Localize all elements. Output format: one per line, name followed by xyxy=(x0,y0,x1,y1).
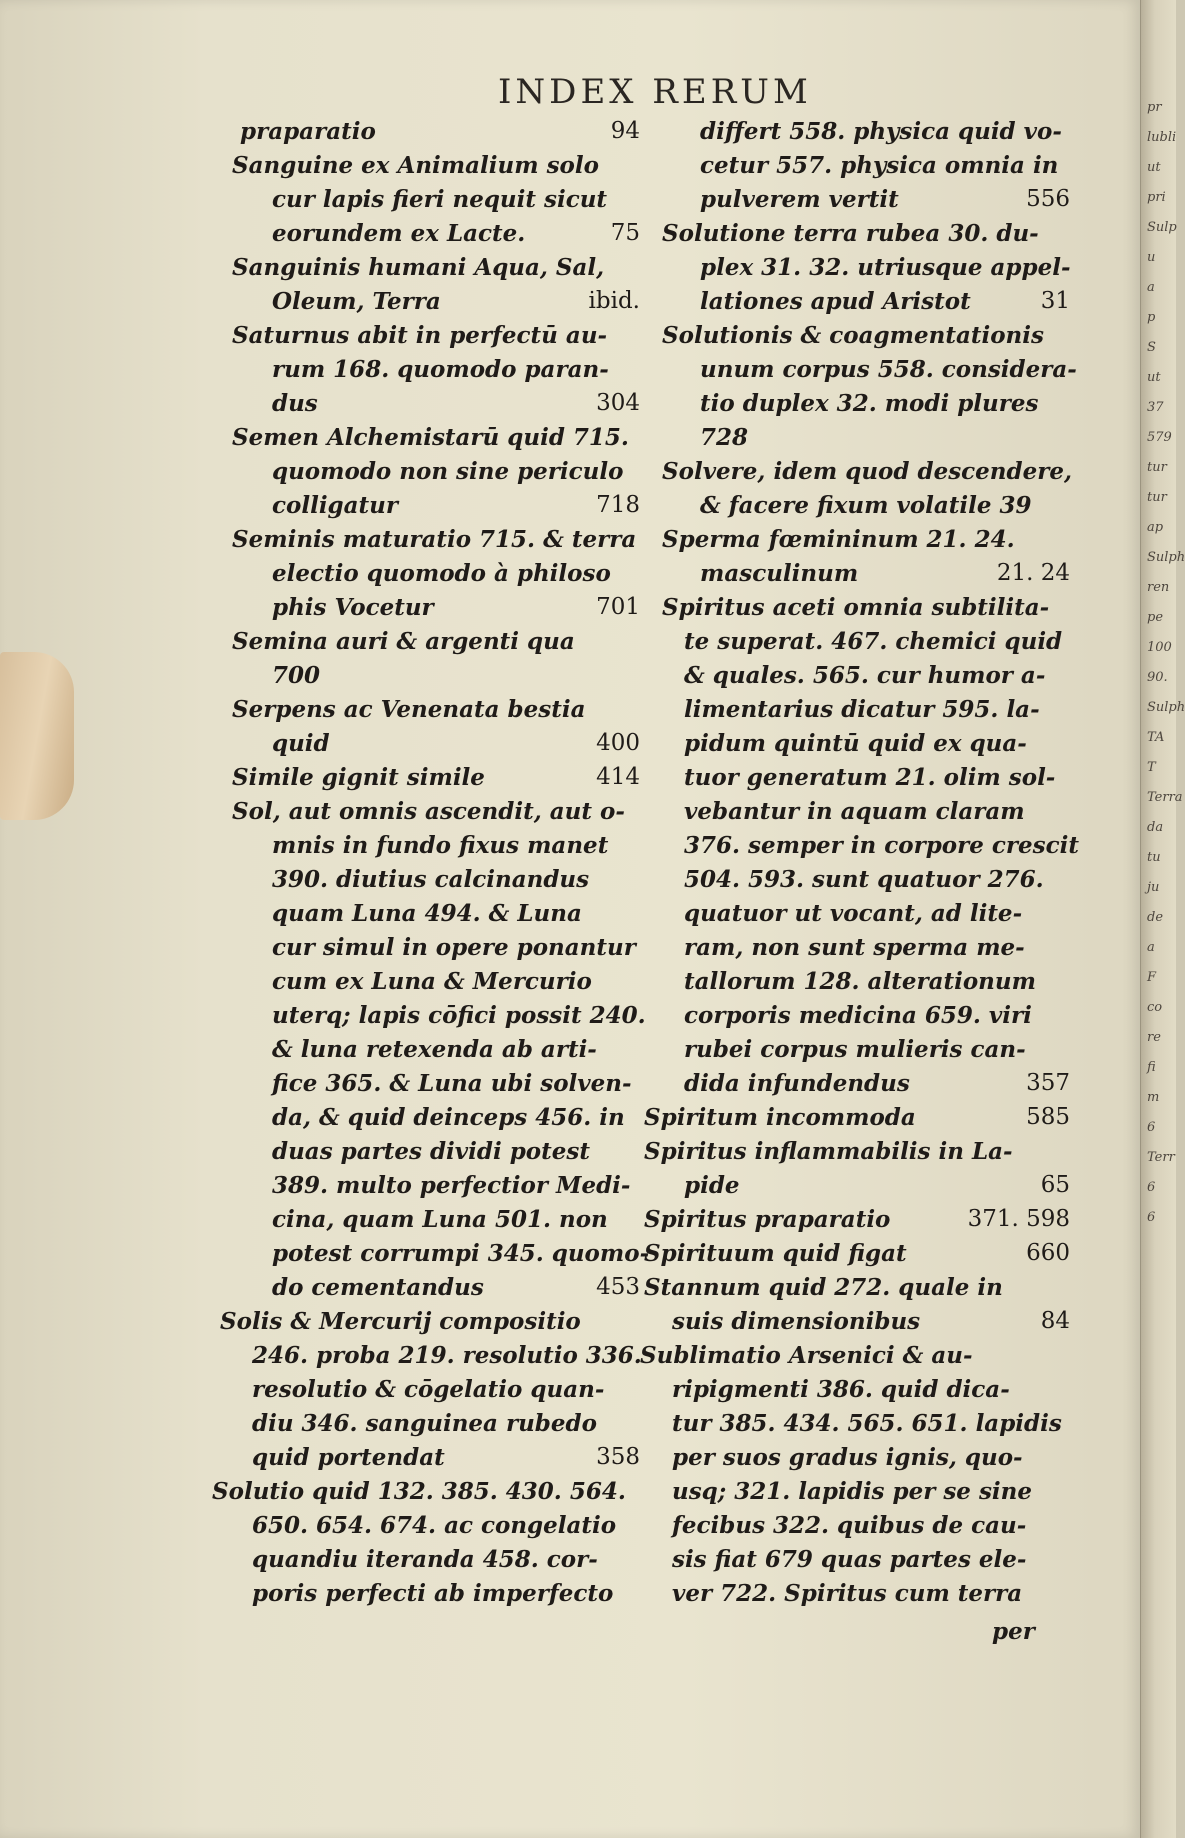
adjacent-page-fragment: Terra xyxy=(1147,790,1183,805)
index-entry-line xyxy=(272,730,330,757)
index-entry-text: Sperma fœmininum 21. 24. xyxy=(662,526,1015,553)
index-entry-text: Spiritus praparatio xyxy=(644,1206,891,1233)
index-entry-line xyxy=(272,356,609,383)
page-reference: 94 xyxy=(610,118,640,144)
index-entry-text: limentarius dicatur 595. la- xyxy=(684,696,1040,723)
index-entry-line xyxy=(272,288,441,315)
index-entry-line xyxy=(684,696,1040,723)
index-entry-line xyxy=(232,696,585,723)
adjacent-page-fragment: 37 xyxy=(1147,400,1164,415)
index-entry-text: Semen Alchemistarū quid 715. xyxy=(232,424,629,451)
index-entry-line xyxy=(640,1342,973,1369)
index-entry-line xyxy=(644,1240,907,1267)
index-entry-text: uterq; lapis cōfici possit 240. xyxy=(272,1002,646,1029)
adjacent-page-fragment: ren xyxy=(1147,580,1170,595)
page-reference: 585 xyxy=(1026,1104,1070,1130)
adjacent-page-fragment: re xyxy=(1147,1030,1161,1045)
index-entry-text: quid portendat xyxy=(252,1444,445,1471)
index-entry-line xyxy=(992,1618,1035,1645)
index-entry-line xyxy=(272,1240,649,1267)
index-entry-line xyxy=(232,152,599,179)
index-entry-text: Solvere, idem quod descendere, xyxy=(662,458,1072,485)
index-entry-line xyxy=(672,1308,920,1335)
index-entry-line xyxy=(672,1546,1026,1573)
adjacent-page-fragment: pri xyxy=(1147,190,1166,205)
page-reference: 400 xyxy=(596,730,640,756)
index-entry-line xyxy=(272,1274,484,1301)
index-entry-line xyxy=(662,526,1015,553)
index-entry-text: unum corpus 558. considera- xyxy=(700,356,1077,383)
index-entry-text: differt 558. physica quid vo- xyxy=(700,118,1062,145)
adjacent-page-fragment: ap xyxy=(1147,520,1164,535)
index-entry-text: dus xyxy=(272,390,318,417)
index-entry-text: poris perfecti ab imperfecto xyxy=(252,1580,614,1607)
page-reference: 358 xyxy=(596,1444,640,1470)
index-entry-line xyxy=(672,1580,1022,1607)
index-entry-line xyxy=(272,832,608,859)
index-entry-line xyxy=(272,390,318,417)
index-entry-line xyxy=(684,866,1044,893)
adjacent-page-fragment: Sulph xyxy=(1147,550,1185,565)
index-entry-line xyxy=(662,594,1049,621)
index-entry-text: 390. diutius calcinandus xyxy=(272,866,590,893)
index-entry-line xyxy=(272,220,525,247)
index-entry-line xyxy=(684,1070,910,1097)
running-head: INDEX RERUM xyxy=(498,72,812,112)
index-entry-text: tur 385. 434. 565. 651. lapidis xyxy=(672,1410,1062,1437)
adjacent-page-fragment: Sulp xyxy=(1147,220,1177,235)
index-entry-line xyxy=(700,186,899,213)
index-entry-text: sis fiat 679 quas partes ele- xyxy=(672,1546,1027,1573)
page-reference: 84 xyxy=(1040,1308,1070,1334)
index-entry-line xyxy=(272,492,398,519)
adjacent-page-fragment: ut xyxy=(1147,370,1161,385)
index-entry-line xyxy=(700,424,748,451)
index-entry-line xyxy=(684,934,1025,961)
index-entry-line xyxy=(232,424,629,451)
adjacent-page-fragment: fi xyxy=(1147,1060,1156,1075)
index-entry-line xyxy=(252,1580,613,1607)
index-entry-text: diu 346. sanguinea rubedo xyxy=(252,1410,597,1437)
index-entry-text: praparatio xyxy=(240,118,376,145)
index-entry-text: Solutione terra rubea 30. du- xyxy=(662,220,1039,247)
adjacent-page-fragment: tur xyxy=(1147,490,1167,505)
index-entry-text: 376. semper in corpore crescit xyxy=(684,832,1079,859)
index-entry-line xyxy=(684,628,1062,655)
adjacent-page-fragment: 6 xyxy=(1147,1120,1156,1135)
index-entry-text: 504. 593. sunt quatuor 276. xyxy=(684,866,1044,893)
page-reference: 304 xyxy=(596,390,640,416)
index-entry-line xyxy=(700,288,971,315)
index-entry-line xyxy=(272,968,592,995)
index-entry-text: quatuor ut vocant, ad lite- xyxy=(684,900,1023,927)
index-entry-line xyxy=(232,798,625,825)
adjacent-page-fragment: TA xyxy=(1147,730,1165,745)
index-entry-text: Simile gignit simile xyxy=(232,764,485,791)
index-entry-line xyxy=(684,900,1022,927)
index-entry-text: da, & quid deinceps 456. in xyxy=(272,1104,625,1131)
index-entry-text: usq; 321. lapidis per se sine xyxy=(672,1478,1032,1505)
page-reference: 701 xyxy=(596,594,640,620)
index-entry-line xyxy=(232,628,575,655)
index-entry-text: quandiu iteranda 458. cor- xyxy=(252,1546,598,1573)
page-reference: 65 xyxy=(1040,1172,1070,1198)
index-entry-text: tuor generatum 21. olim sol- xyxy=(684,764,1056,791)
index-entry-text: cur lapis fieri nequit sicut xyxy=(272,186,608,213)
index-entry-text: Sublimatio Arsenici & au- xyxy=(640,1342,973,1369)
index-entry-line xyxy=(272,458,623,485)
index-entry-line xyxy=(272,934,636,961)
adjacent-page-fragment: a xyxy=(1147,940,1155,955)
adjacent-page-edge xyxy=(1140,0,1185,1838)
index-entry-text: Sanguine ex Animalium solo xyxy=(232,152,599,179)
index-entry-line xyxy=(700,492,1032,519)
index-entry-line xyxy=(672,1444,1023,1471)
index-entry-line xyxy=(644,1104,916,1131)
index-entry-text: Spiritum incommoda xyxy=(644,1104,916,1131)
page-reference: 556 xyxy=(1026,186,1070,212)
index-entry-text: tio duplex 32. modi plures xyxy=(700,390,1039,417)
index-entry-line xyxy=(232,526,636,553)
index-entry-line xyxy=(252,1444,445,1471)
index-entry-text: ver 722. Spiritus cum terra xyxy=(672,1580,1023,1607)
index-entry-text: & quales. 565. cur humor a- xyxy=(684,662,1046,689)
index-entry-text: Semina auri & argenti qua xyxy=(232,628,575,655)
index-entry-text: Solutio quid 132. 385. 430. 564. xyxy=(212,1478,626,1505)
index-entry-text: 650. 654. 674. ac congelatio xyxy=(252,1512,617,1539)
adjacent-page-fragment: Sulph xyxy=(1147,700,1185,715)
index-entry-line xyxy=(272,1206,608,1233)
index-entry-line xyxy=(272,1070,632,1097)
index-entry-text: ripigmenti 386. quid dica- xyxy=(672,1376,1010,1403)
index-entry-text: Sol, aut omnis ascendit, aut o- xyxy=(232,798,625,825)
index-entry-line xyxy=(252,1512,616,1539)
adjacent-page-fragment: pe xyxy=(1147,610,1164,625)
index-entry-text: rubei corpus mulieris can- xyxy=(684,1036,1026,1063)
index-entry-line xyxy=(252,1546,598,1573)
index-entry-text: cur simul in opere ponantur xyxy=(272,934,636,961)
adjacent-page-fragment: de xyxy=(1147,910,1164,925)
index-entry-line xyxy=(644,1138,1013,1165)
index-entry-text: Stannum quid 272. quale in xyxy=(644,1274,1003,1301)
adjacent-page-fragment: 6 xyxy=(1147,1180,1156,1195)
index-entry-line xyxy=(700,152,1058,179)
adjacent-page-fragment: u xyxy=(1147,250,1156,265)
adjacent-page-fragment: tu xyxy=(1147,850,1161,865)
adjacent-page-fragment: 100 xyxy=(1147,640,1172,655)
index-entry-line xyxy=(232,764,485,791)
adjacent-page-fragment: co xyxy=(1147,1000,1163,1015)
index-entry-line xyxy=(684,1172,740,1199)
index-entry-line xyxy=(212,1478,626,1505)
index-entry-text: eorundem ex Lacte. xyxy=(272,220,526,247)
index-entry-line xyxy=(700,560,858,587)
index-entry-text: mnis in fundo fixus manet xyxy=(272,832,609,859)
index-entry-text: Solis & Mercurij compositio xyxy=(220,1308,581,1335)
index-entry-line xyxy=(672,1410,1062,1437)
index-entry-line xyxy=(644,1206,890,1233)
index-entry-line xyxy=(272,1172,630,1199)
adjacent-page-fragment: Terr xyxy=(1147,1150,1175,1165)
index-entry-line xyxy=(700,390,1038,417)
index-entry-line xyxy=(232,322,607,349)
page-reference: 718 xyxy=(596,492,640,518)
index-entry-text: colligatur xyxy=(272,492,399,519)
index-entry-line xyxy=(672,1478,1032,1505)
paper-tab-fragment xyxy=(0,652,74,820)
index-entry-line xyxy=(272,1036,597,1063)
index-entry-line xyxy=(684,764,1055,791)
adjacent-page-fragment: lubli xyxy=(1147,130,1177,145)
adjacent-page-fragment: S xyxy=(1147,340,1156,355)
adjacent-page-fragment: ju xyxy=(1147,880,1160,895)
index-entry-line xyxy=(272,866,589,893)
index-entry-text: do cementandus xyxy=(272,1274,484,1301)
index-entry-line xyxy=(272,900,582,927)
index-entry-line xyxy=(272,1002,646,1029)
index-entry-text: per xyxy=(992,1618,1035,1645)
index-entry-text: te superat. 467. chemici quid xyxy=(684,628,1063,655)
index-entry-text: lationes apud Aristot xyxy=(700,288,971,315)
adjacent-page-fragment: m xyxy=(1147,1090,1160,1105)
index-entry-line xyxy=(220,1308,581,1335)
page-reference: 357 xyxy=(1026,1070,1070,1096)
index-entry-line xyxy=(662,322,1044,349)
index-entry-text: & facere fixum volatile 39 xyxy=(700,492,1032,519)
index-entry-text: cum ex Luna & Mercurio xyxy=(272,968,592,995)
index-entry-text: ram, non sunt sperma me- xyxy=(684,934,1025,961)
index-entry-text: Solutionis & coagmentationis xyxy=(662,322,1044,349)
index-entry-line xyxy=(272,186,607,213)
index-entry-text: plex 31. 32. utriusque appel- xyxy=(700,254,1071,281)
index-entry-text: pidum quintū quid ex qua- xyxy=(684,730,1027,757)
index-entry-line xyxy=(252,1342,642,1369)
index-entry-text: quomodo non sine periculo xyxy=(272,458,624,485)
adjacent-page-fragment: da xyxy=(1147,820,1164,835)
index-entry-text: cetur 557. physica omnia in xyxy=(700,152,1059,179)
index-entry-line xyxy=(644,1274,1003,1301)
index-entry-text: masculinum xyxy=(700,560,859,587)
index-entry-line xyxy=(272,662,320,689)
index-entry-line xyxy=(662,458,1072,485)
adjacent-page-fragment: 6 xyxy=(1147,1210,1156,1225)
index-entry-text: Oleum, Terra xyxy=(272,288,441,315)
index-entry-line xyxy=(272,1138,590,1165)
index-entry-line xyxy=(672,1376,1010,1403)
index-entry-line xyxy=(662,220,1039,247)
page-reference: ibid. xyxy=(588,288,640,314)
adjacent-page-fragment: 90. xyxy=(1147,670,1168,685)
adjacent-page-fragment: p xyxy=(1147,310,1156,325)
index-entry-text: fecibus 322. quibus de cau- xyxy=(672,1512,1027,1539)
index-entry-text: Sanguinis humani Aqua, Sal, xyxy=(232,254,605,281)
index-entry-line xyxy=(240,118,376,145)
index-entry-line xyxy=(684,662,1045,689)
index-entry-text: Spiritus aceti omnia subtilita- xyxy=(662,594,1050,621)
adjacent-page-fragment: 579 xyxy=(1147,430,1172,445)
index-entry-text: pide xyxy=(684,1172,740,1199)
index-entry-text: cina, quam Luna 501. non xyxy=(272,1206,608,1233)
adjacent-page-fragment: ut xyxy=(1147,160,1161,175)
index-entry-text: 389. multo perfectior Medi- xyxy=(272,1172,631,1199)
index-entry-line xyxy=(684,1002,1032,1029)
adjacent-page-fragment: a xyxy=(1147,280,1155,295)
index-entry-text: potest corrumpi 345. quomo- xyxy=(272,1240,650,1267)
index-entry-text: quam Luna 494. & Luna xyxy=(272,900,582,927)
index-entry-line xyxy=(232,254,604,281)
index-entry-line xyxy=(684,1036,1026,1063)
index-entry-text: rum 168. quomodo paran- xyxy=(272,356,609,383)
index-entry-line xyxy=(684,968,1036,995)
page-reference: 31 xyxy=(1040,288,1070,314)
index-entry-text: 700 xyxy=(272,662,321,689)
index-entry-text: Spirituum quid figat xyxy=(644,1240,907,1267)
index-entry-text: & luna retexenda ab arti- xyxy=(272,1036,597,1063)
index-entry-text: vebantur in aquam claram xyxy=(684,798,1025,825)
index-entry-line xyxy=(684,832,1079,859)
index-entry-line xyxy=(272,1104,625,1131)
index-entry-line xyxy=(700,118,1062,145)
index-entry-line xyxy=(684,798,1025,825)
adjacent-page-fragment: F xyxy=(1147,970,1157,985)
adjacent-page-fragment: tur xyxy=(1147,460,1167,475)
index-entry-text: Spiritus inflammabilis in La- xyxy=(644,1138,1013,1165)
index-entry-line xyxy=(252,1410,597,1437)
index-entry-text: Saturnus abit in perfectū au- xyxy=(232,322,608,349)
index-entry-text: Seminis maturatio 715. & terra xyxy=(232,526,637,553)
page-reference: 371. 598 xyxy=(967,1206,1070,1232)
index-entry-line xyxy=(684,730,1027,757)
index-entry-text: 728 xyxy=(700,424,749,451)
adjacent-page-fragment: T xyxy=(1147,760,1156,775)
index-entry-text: corporis medicina 659. viri xyxy=(684,1002,1032,1029)
page-reference: 75 xyxy=(610,220,640,246)
index-entry-text: suis dimensionibus xyxy=(672,1308,921,1335)
index-entry-text: per suos gradus ignis, quo- xyxy=(672,1444,1023,1471)
index-entry-line xyxy=(700,356,1077,383)
index-entry-line xyxy=(252,1376,604,1403)
index-entry-text: quid xyxy=(272,730,330,757)
index-entry-text: fice 365. & Luna ubi solven- xyxy=(272,1070,632,1097)
adjacent-page-fragment: pr xyxy=(1147,100,1162,115)
index-entry-line xyxy=(700,254,1071,281)
page-reference: 660 xyxy=(1026,1240,1070,1266)
page-reference: 21. 24 xyxy=(996,560,1070,586)
index-entry-text: duas partes dividi potest xyxy=(272,1138,590,1165)
index-entry-text: 246. proba 219. resolutio 336. xyxy=(252,1342,642,1369)
index-entry-line xyxy=(272,594,434,621)
index-entry-text: Serpens ac Venenata bestia xyxy=(232,696,586,723)
index-entry-text: electio quomodo à philoso xyxy=(272,560,611,587)
index-entry-line xyxy=(672,1512,1026,1539)
index-entry-line xyxy=(272,560,611,587)
page-reference: 414 xyxy=(596,764,640,790)
index-entry-text: resolutio & cōgelatio quan- xyxy=(252,1376,605,1403)
index-entry-text: dida infundendus xyxy=(684,1070,910,1097)
page-reference: 453 xyxy=(596,1274,640,1300)
index-entry-text: tallorum 128. alterationum xyxy=(684,968,1036,995)
index-entry-text: pulverem vertit xyxy=(700,186,899,213)
index-entry-text: phis Vocetur xyxy=(272,594,434,621)
